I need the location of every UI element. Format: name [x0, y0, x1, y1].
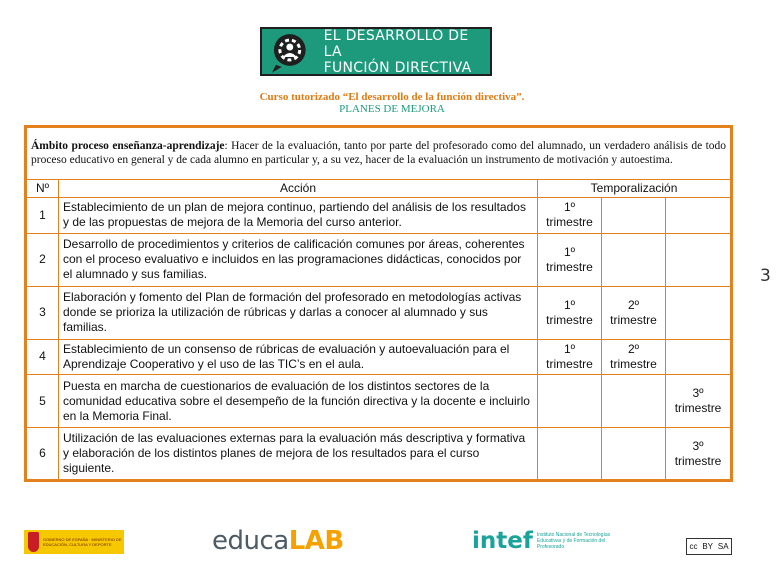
table-row — [26, 339, 732, 375]
government-logo — [24, 530, 124, 554]
banner-title — [324, 28, 490, 76]
table-row — [26, 375, 732, 428]
table-row — [26, 198, 732, 234]
scope-cell — [26, 127, 732, 180]
scope-label: Ámbito proceso enseñanza-aprendizaje — [31, 140, 225, 153]
term-3-cell: 3º trimestre — [666, 375, 732, 428]
educalab-logo — [212, 526, 344, 556]
table-row — [26, 286, 732, 339]
scope-row — [26, 127, 732, 180]
row-number: 1 — [26, 198, 59, 234]
intef-logo-subtitle: Instituto Nacional de Tecnologías Educativas y de Formación del Profesorado — [536, 532, 611, 550]
banner-line-1: EL DESARROLLO DE LA — [323, 27, 469, 60]
term-2-cell — [602, 375, 666, 428]
row-action: Elaboración y fomento del Plan de formación del profesorado en metodologías activas donde se prioriza la utilización de rúbricas y darlas a conocer al alumnado y sus familias. — [59, 286, 538, 339]
term-3-cell — [666, 339, 732, 375]
row-action: Desarrollo de procedimientos y criterios de calificación comunes por áreas, coherentes con el proceso evaluativo e incluidos en las programaciones didácticas, conocidos por el alumnado y sus familias. — [59, 233, 538, 286]
gear-person-icon — [268, 29, 312, 74]
cc-by-icon: BY — [702, 542, 713, 551]
row-number: 2 — [26, 233, 59, 286]
table-row — [26, 233, 732, 286]
row-action: Establecimiento de un plan de mejora continuo, partiendo del análisis de los resultados y de las propuestas de mejora de la Memoria del curso anterior. — [59, 198, 538, 234]
row-action: Puesta en marcha de cuestionarios de evaluación de los distintos sectores de la comunidad educativa sobre el desempeño de la función directiva y la docente e incluirlo en la Memoria Final. — [59, 375, 538, 428]
creative-commons-badge — [686, 538, 732, 555]
term-3-cell — [666, 233, 732, 286]
term-2-cell — [602, 233, 666, 286]
term-2-cell: 2º trimestre — [602, 339, 666, 375]
row-action: Utilización de las evaluaciones externas para la evaluación más descriptiva y formativa y elaboración de los distintos planes de mejora de los resultados para el curso siguiente. — [59, 428, 538, 481]
row-number: 6 — [26, 428, 59, 481]
term-3-cell: 3º trimestre — [666, 428, 732, 481]
term-1-cell: 1º trimestre — [538, 286, 602, 339]
educalab-logo-lab: LAB — [288, 526, 344, 556]
row-action: Establecimiento de un consenso de rúbricas de evaluación y autoevaluación para el Aprendizaje Cooperativo y el uso de las TIC’s en el aula. — [59, 339, 538, 375]
course-banner — [260, 27, 492, 76]
plan-title: PLANES DE MEJORA — [339, 103, 445, 115]
header-timing: Temporalización — [538, 179, 732, 197]
header-row — [26, 179, 732, 197]
row-number: 3 — [26, 286, 59, 339]
term-1-cell: 1º trimestre — [538, 339, 602, 375]
term-1-cell — [538, 375, 602, 428]
intef-logo — [472, 528, 619, 554]
term-1-cell — [538, 428, 602, 481]
row-number: 5 — [26, 375, 59, 428]
banner-line-2: FUNCIÓN DIRECTIVA — [323, 59, 472, 76]
scope-text: : Hacer de la evaluación, tanto por parte del profesorado como del alumnado, un verdadero análisis de todo proceso educativo en general y de cada alumno en particular y, a su vez, hacer de la evaluación un instrumento de motivación y autoestima. — [31, 140, 727, 167]
header-action: Acción — [59, 179, 538, 197]
cc-icon: cc — [689, 542, 698, 551]
term-2-cell — [602, 198, 666, 234]
term-2-cell — [602, 428, 666, 481]
term-3-cell — [666, 286, 732, 339]
term-1-cell: 1º trimestre — [538, 233, 602, 286]
educalab-logo-educa: educa — [212, 526, 289, 556]
term-2-cell: 2º trimestre — [602, 286, 666, 339]
improvement-plan-table — [24, 125, 733, 482]
government-logo-text: GOBIERNO DE ESPAÑA · MINISTERIO DE EDUCACIÓN, CULTURA Y DEPORTE — [42, 537, 122, 547]
course-title: Curso tutorizado “El desarrollo de la función directiva”. — [259, 91, 525, 103]
row-number: 4 — [26, 339, 59, 375]
term-3-cell — [666, 198, 732, 234]
term-1-cell: 1º trimestre — [538, 198, 602, 234]
header-num: Nº — [26, 179, 59, 197]
coat-of-arms-icon — [28, 532, 39, 552]
intef-logo-word: intef — [472, 528, 533, 554]
page-number: 3 — [760, 266, 771, 286]
cc-sa-icon: SA — [717, 542, 729, 551]
table-row — [26, 428, 732, 481]
